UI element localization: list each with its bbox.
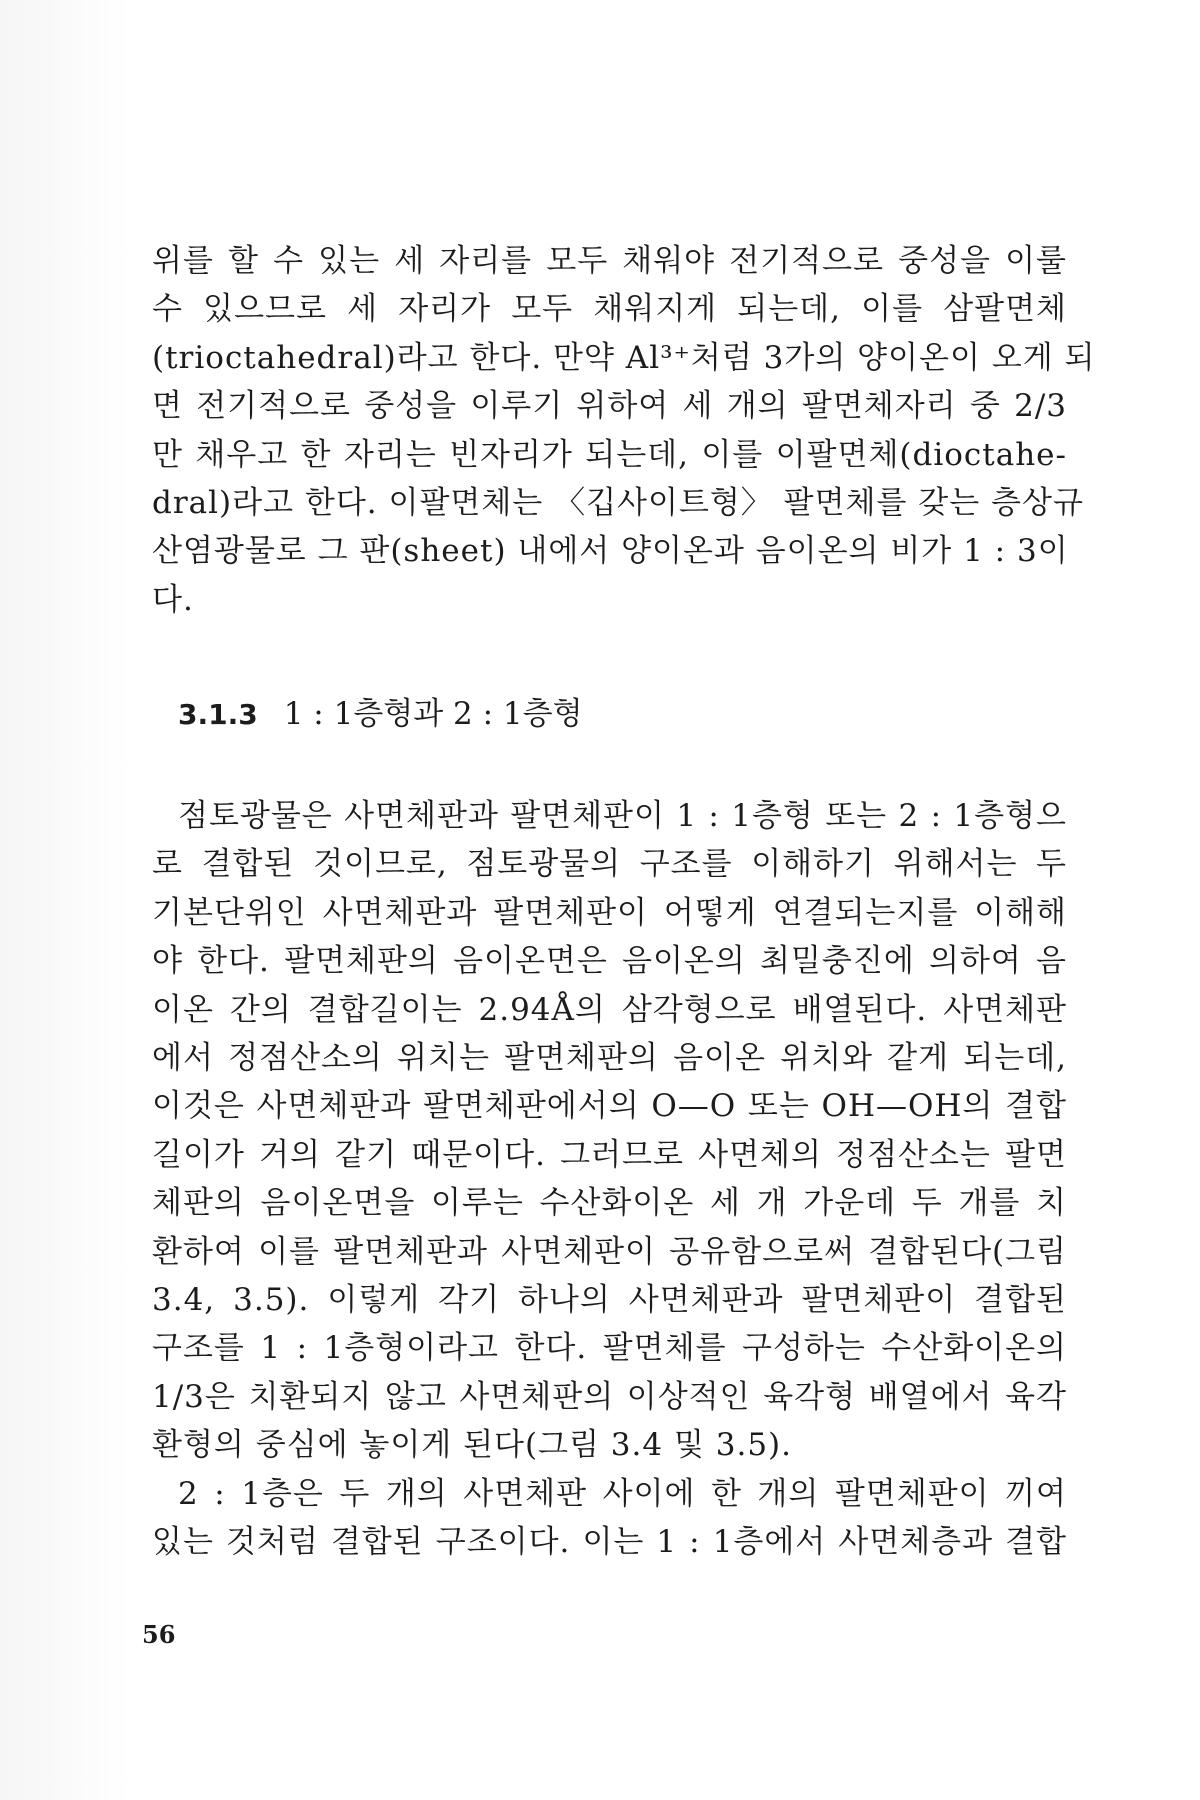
text-line: 환하여 이를 팔면체판과 사면체판이 공유함으로써 결합된다(그림 — [152, 1233, 1067, 1270]
text-line: (trioctahedral)라고 한다. 만약 Al³⁺처럼 3가의 양이온이 오게 되 — [152, 339, 1096, 376]
text-line: 만 채우고 한 자리는 빈자리가 되는데, 이를 이팔면체(dioctahe- — [152, 436, 1067, 473]
section-number: 3.1.3 — [178, 698, 258, 731]
text-line: 로 결합된 것이므로, 점토광물의 구조를 이해하기 위해서는 두 — [152, 846, 1067, 883]
text-line: 구조를 1 : 1층형이라고 한다. 팔면체를 구성하는 수산화이온의 — [152, 1330, 1067, 1367]
text-line: 길이가 거의 같기 때문이다. 그러므로 사면체의 정점산소는 팔면 — [152, 1136, 1067, 1173]
text-line: 야 한다. 팔면체판의 음이온면은 음이온의 최밀충진에 의하여 음 — [152, 943, 1067, 980]
text-line: 이것은 사면체판과 팔면체판에서의 O—O 또는 OH—OH의 결합 — [152, 1088, 1067, 1125]
page-gutter-shadow — [0, 0, 130, 1800]
section-heading — [178, 690, 583, 739]
text-line: 있는 것처럼 결합된 구조이다. 이는 1 : 1층에서 사면체층과 결합 — [152, 1524, 1067, 1561]
page-number: 56 — [142, 1620, 176, 1649]
text-line: 체판의 음이온면을 이루는 수산화이온 세 개 가운데 두 개를 치 — [152, 1185, 1067, 1222]
text-line: 면 전기적으로 중성을 이루기 위하여 세 개의 팔면체자리 중 2/3 — [152, 388, 1067, 425]
text-line: 수 있으므로 세 자리가 모두 채워지게 되는데, 이를 삼팔면체 — [152, 291, 1067, 328]
text-line: 기본단위인 사면체판과 팔면체판이 어떻게 연결되는지를 이해해 — [152, 894, 1067, 931]
section-title: 1 : 1층형과 2 : 1층형 — [283, 696, 583, 732]
text-line: dral)라고 한다. 이팔면체는 〈깁사이트형〉 팔면체를 갖는 층상규 — [152, 484, 1084, 521]
text-line: 에서 정점산소의 위치는 팔면체판의 음이온 위치와 같게 되는데, — [152, 1039, 1067, 1076]
text-line: 위를 할 수 있는 세 자리를 모두 채워야 전기적으로 중성을 이룰 — [152, 243, 1067, 279]
paragraph-3 — [152, 1470, 1067, 1567]
text-line: 3.4, 3.5). 이렇게 각기 하나의 사면체판과 팔면체판이 결합된 — [152, 1281, 1067, 1318]
paragraph-1 — [152, 237, 1096, 624]
text-line: 산염광물로 그 판(sheet) 내에서 양이온과 음이온의 비가 1 : 3이 — [152, 533, 1069, 570]
text-line: 다. — [152, 581, 194, 618]
text-line: 1/3은 치환되지 않고 사면체판의 이상적인 육각형 배열에서 육각 — [152, 1378, 1067, 1415]
text-line: 2 : 1층은 두 개의 사면체판 사이에 한 개의 팔면체판이 끼여 — [178, 1476, 1067, 1512]
text-line: 이온 간의 결합길이는 2.94Å의 삼각형으로 배열된다. 사면체판 — [152, 991, 1067, 1028]
paragraph-2 — [152, 792, 1067, 1469]
text-line: 환형의 중심에 놓이게 된다(그림 3.4 및 3.5). — [152, 1427, 793, 1464]
text-line: 점토광물은 사면체판과 팔면체판이 1 : 1층형 또는 2 : 1층형으 — [178, 798, 1067, 834]
